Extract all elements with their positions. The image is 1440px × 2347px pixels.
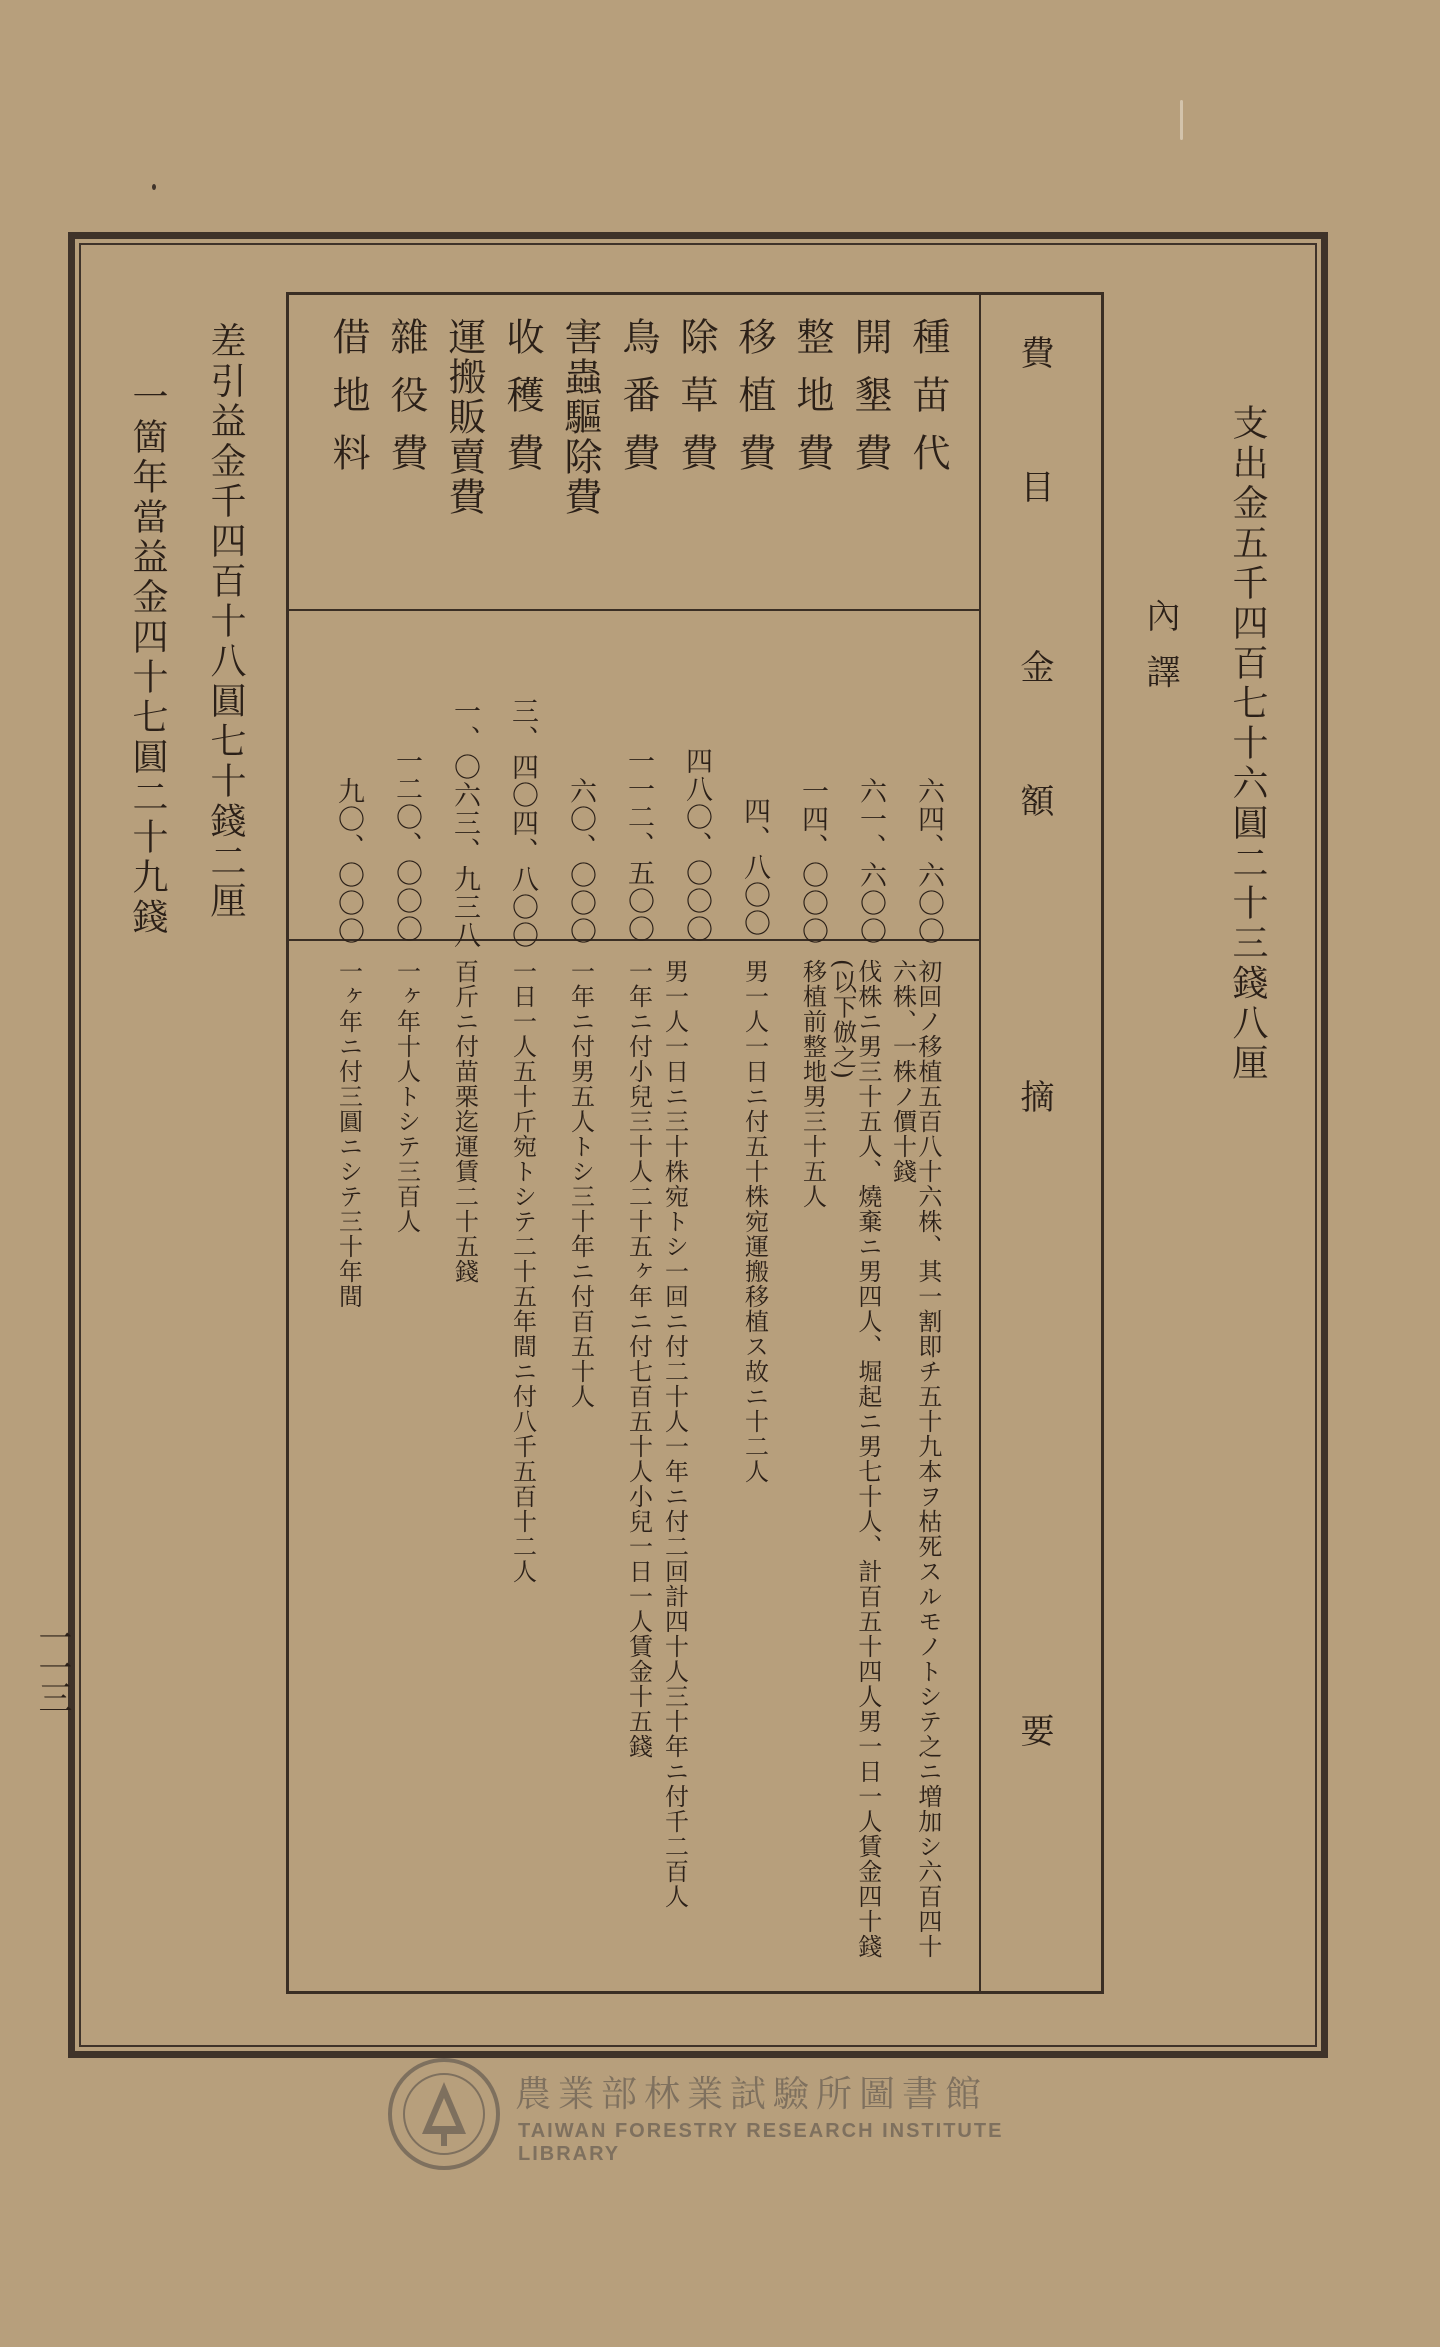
header-column-separator <box>979 295 981 1991</box>
item-amount: 一、〇六三、九三八 <box>449 697 480 949</box>
item-amount: 九〇、〇〇〇 <box>333 777 364 945</box>
item-note: 一ヶ年ニ付三圓ニシテ三十年間 <box>334 959 363 1309</box>
net-profit: 差引益金千四百十八圓七十錢二厘 <box>205 322 246 922</box>
item-note: 百斤ニ付苗栗迄運賃二十五錢 <box>450 959 479 1284</box>
page-number: 一一三 <box>32 1620 72 1710</box>
item-amount: 四八〇、〇〇〇 <box>681 747 712 943</box>
header-zhai-yao: 摘要 <box>1014 1079 1054 2347</box>
item-amount: 一二〇、〇〇〇 <box>391 747 422 943</box>
item-amount: 四、八〇〇 <box>739 797 770 937</box>
item-note: 一年ニ付男五人トシ三十年ニ付百五十人 <box>566 959 595 1409</box>
item-amount: 六四、六〇〇 <box>913 777 944 945</box>
item-name: 害蟲驅除費 <box>558 317 602 517</box>
total-expense: 支出金五千四百七十六圓二十三錢八厘 <box>1227 404 1268 1084</box>
item-note: 男一人一日ニ付五十株宛運搬移植ス故ニ十二人 <box>740 959 769 1484</box>
watermark-english: TAIWAN FORESTRY RESEARCH INSTITUTE LIBRARY <box>518 2120 1004 2165</box>
item-note: 移植前整地男三十五人 <box>798 959 827 1209</box>
breakdown-label: 內譯 <box>1140 598 1180 710</box>
item-name: 除草費 <box>674 317 718 491</box>
annual-profit: 一箇年當益金四十七圓二十九錢 <box>127 378 168 938</box>
header-fei-mu: 費目 <box>1014 335 1054 603</box>
item-name: 鳥番費 <box>616 317 660 491</box>
item-name: 移植費 <box>732 317 776 491</box>
item-amount: 六〇、〇〇〇 <box>565 777 596 945</box>
library-seal-icon <box>386 2056 502 2172</box>
item-amount: 六一、六〇〇 <box>855 777 886 945</box>
item-note: 初回ノ移植五百八十六株、其一割即チ五十九本ヲ枯死スルモノトシテ之ニ増加シ六百四十六株、一株ノ價十錢 <box>888 959 942 1959</box>
paper-speck <box>152 184 156 190</box>
paper-speck <box>1180 100 1183 140</box>
item-note: 男一人一日ニ三十株宛トシ一回ニ付二十人一年ニ付二回計四十人三十年ニ付千二百人 <box>660 959 689 1909</box>
item-note: 一年ニ付小兒三十人二十五ヶ年ニ付七百五十人小兒一日一人賃金十五錢 <box>624 959 653 1759</box>
watermark-chinese: 農業部林業試驗所圖書館 <box>515 2074 989 2115</box>
item-note: 一日一人五十斤宛トシテ二十五年間ニ付八千五百十二人 <box>508 959 537 1584</box>
item-name: 收穫費 <box>500 317 544 491</box>
item-amount: 三、四〇四、八〇〇 <box>507 697 538 949</box>
item-name: 種苗代 <box>906 317 950 491</box>
item-note: 一ヶ年十人トシテ三百人 <box>392 959 421 1234</box>
item-name: 借地料 <box>326 317 370 491</box>
row-separator-name-amount <box>289 609 979 611</box>
item-note: 伐株ニ男三十五人、燒棄ニ男四人、堀起ニ男七十人、計百五十四人男一日一人賃金四十錢(以下倣之) <box>828 959 882 1959</box>
item-name: 雜役費 <box>384 317 428 491</box>
header-jin-e: 金額 <box>1014 649 1054 917</box>
item-name: 整地費 <box>790 317 834 491</box>
item-amount: 一四、〇〇〇 <box>797 777 828 945</box>
item-name: 運搬販賣費 <box>442 317 486 517</box>
item-name: 開墾費 <box>848 317 892 491</box>
library-watermark <box>380 2056 1080 2166</box>
item-amount: 一一二、五〇〇 <box>623 747 654 943</box>
